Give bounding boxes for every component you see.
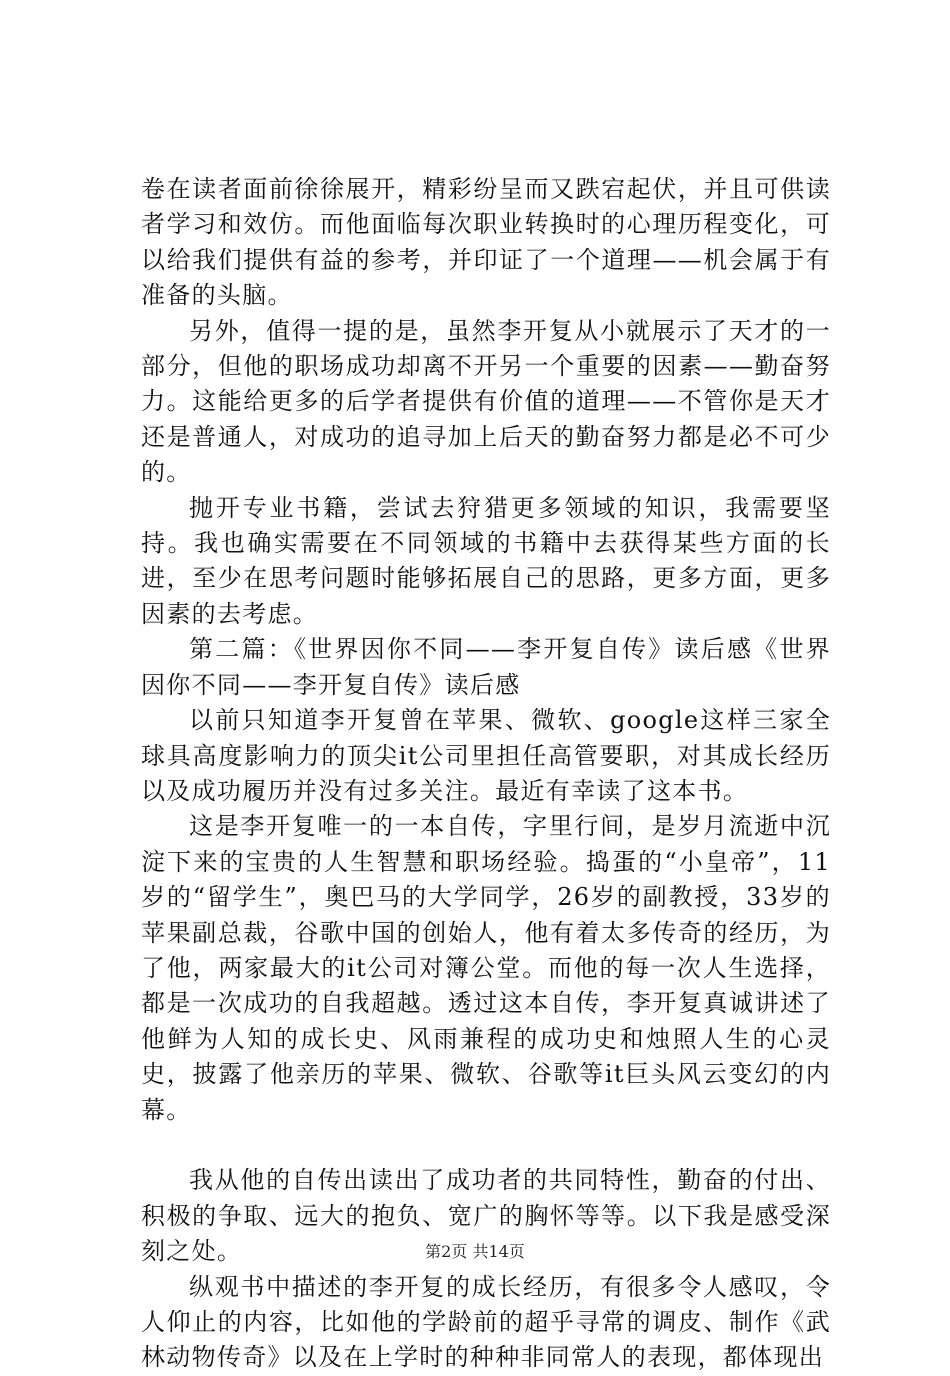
paragraph-8: 纵观书中描述的李开复的成长经历，有很多令人感叹，令人仰止的内容，比如他的学龄前的超乎寻常的调皮、制作《武林动物传奇》以及在上学时的种种非同常人的表现，都体现出 [141,1272,831,1372]
paragraph-6: 这是李开复唯一的一本自传，字里行间，是岁月流逝中沉淀下来的宝贵的人生智慧和职场经验。捣蛋的“小皇帝”，11岁的“留学生”，奥巴马的大学同学，26岁的副教授，33岁的苹果副总裁，谷歌中国的创始人，他有着太多传奇的经历，为了他，两家最大的it公司对簿公堂。而他的每一次人生选择，都是一次成功的自我超越。透过这本自传，李开复真诚讲述了他鲜为人知的成长史、风雨兼程的成功史和烛照人生的心灵史，披露了他亲历的苹果、微软、谷歌等it巨头风云变幻的内幕。 [141,812,831,1124]
paragraph-2: 另外，值得一提的是，虽然李开复从小就展示了天才的一部分，但他的职场成功却离不开另一个重要的因素——勤奋努力。这能给更多的后学者提供有价值的道理——不管你是天才还是普通人，对成功的追寻加上后天的勤奋努力都是必不可少的。 [141,316,831,487]
paragraph-7: 我从他的自传出读出了成功者的共同特性，勤奋的付出、积极的争取、远大的抱负、宽广的胸怀等等。以下我是感受深刻之处。 [141,1166,831,1266]
paragraph-3: 抛开专业书籍，尝试去狩猎更多领域的知识，我需要坚持。我也确实需要在不同领域的书籍中去获得某些方面的长进，至少在思考问题时能够拓展自己的思路，更多方面，更多因素的去考虑。 [141,493,831,628]
paragraph-5: 以前只知道李开复曾在苹果、微软、google这样三家全球具高度影响力的顶尖it公司里担任高管要职，对其成长经历以及成功履历并没有过多关注。最近有幸读了这本书。 [141,706,831,805]
document-body [141,172,831,1376]
page-footer: 第2页 共14页 [425,1242,525,1261]
paragraph-1: 卷在读者面前徐徐展开，精彩纷呈而又跌宕起伏，并且可供读者学习和效仿。而他面临每次职业转换时的心理历程变化，可以给我们提供有益的参考，并印证了一个道理——机会属于有准备的头脑。 [141,175,831,310]
section-heading-part-two: 第二篇：《世界因你不同——李开复自传》读后感《世界因你不同——李开复自传》读后感 [141,635,831,699]
blank-line [141,1128,831,1163]
